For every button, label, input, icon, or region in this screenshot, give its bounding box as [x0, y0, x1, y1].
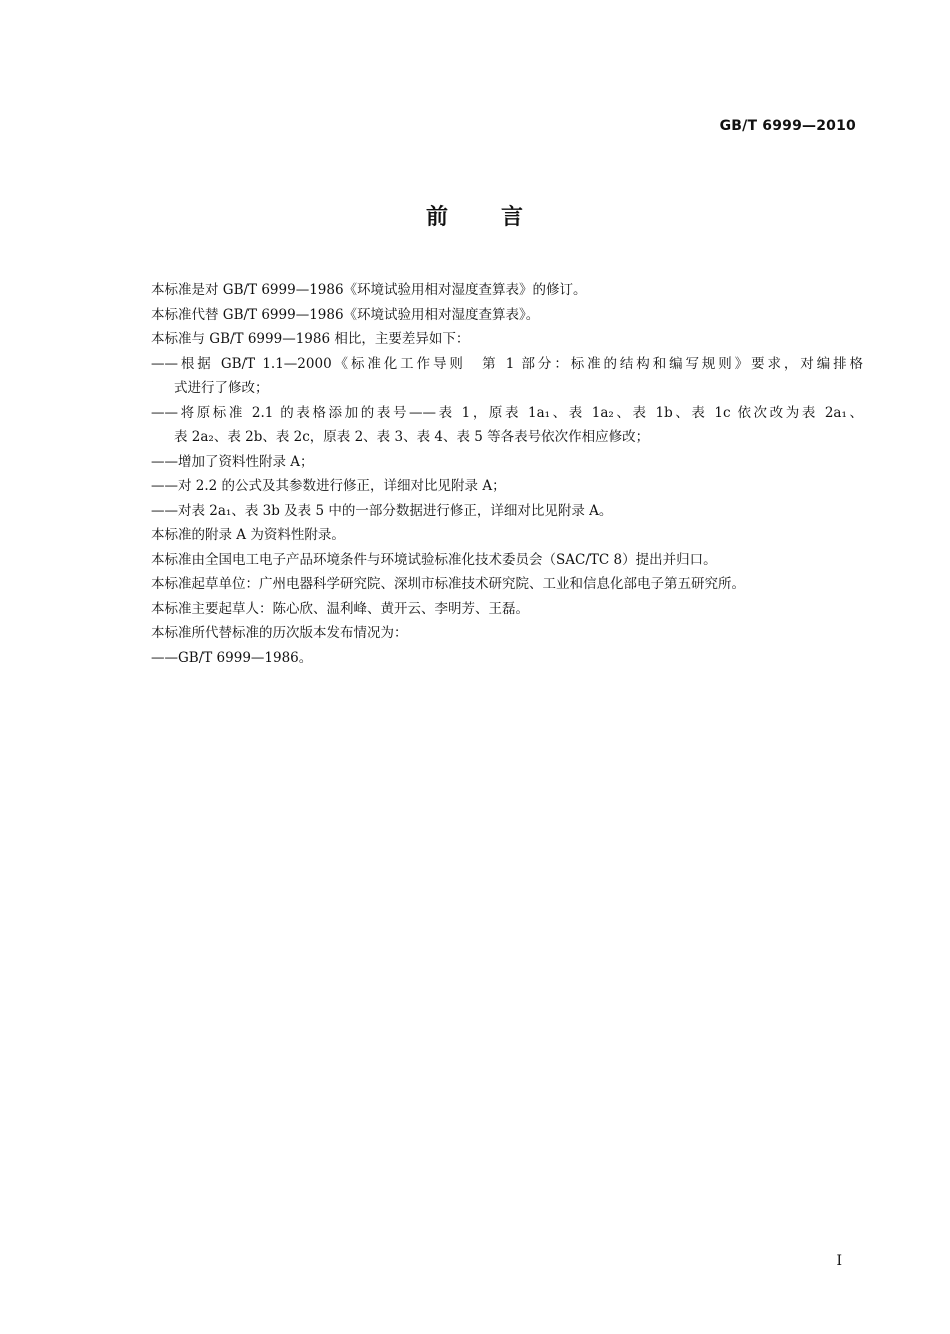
paragraph-drafting-units: 本标准起草单位：广州电器科学研究院、深圳市标准技术研究院、工业和信息化部电子第五研究所。 — [151, 576, 745, 592]
title-char-2: 言 — [501, 205, 525, 230]
list-item-tables-line-1: ——将原标准 2.1 的表格添加的表号——表 1，原表 1a₁、表 1a₂、表 1b、表 1c 依次改为表 2a₁、 — [151, 404, 863, 421]
paragraph-differences: 本标准与 GB/T 6999—1986 相比，主要差异如下： — [151, 331, 470, 347]
list-item-data-correction: ——对表 2a₁、表 3b 及表 5 中的一部分数据进行修正，详细对比见附录 A。 — [151, 502, 613, 519]
list-item-history-version: ——GB/T 6999—1986。 — [151, 649, 313, 666]
list-item-format-line-2: 式进行了修改； — [174, 380, 269, 396]
document-code: GB/T 6999—2010 — [719, 118, 856, 134]
title-char-1: 前 — [425, 205, 449, 230]
list-item-appendix: ——增加了资料性附录 A； — [151, 453, 314, 470]
paragraph-revision: 本标准是对 GB/T 6999—1986《环境试验用相对湿度查算表》的修订。 — [151, 282, 587, 298]
paragraph-drafters: 本标准主要起草人：陈心欣、温利峰、黄开云、李明芳、王磊。 — [151, 600, 529, 617]
paragraph-proposer: 本标准由全国电工电子产品环境条件与环境试验标准化技术委员会（SAC/TC 8）提出并归口。 — [151, 551, 717, 568]
paragraph-appendix-info: 本标准的附录 A 为资料性附录。 — [151, 527, 345, 543]
list-item-tables-line-2: 表 2a₂、表 2b、表 2c，原表 2、表 3、表 4、表 5 等各表号依次作相应修改； — [174, 429, 650, 445]
list-item-format-line-1: ——根据 GB/T 1.1—2000《标准化工作导则 第 1 部分：标准的结构和编写规则》要求，对编排格 — [151, 355, 863, 372]
paragraph-history: 本标准所代替标准的历次版本发布情况为： — [151, 625, 408, 641]
foreword-body — [151, 278, 863, 670]
page-title — [0, 200, 950, 231]
page-number: I — [836, 1253, 842, 1269]
list-item-formula: ——对 2.2 的公式及其参数进行修正，详细对比见附录 A； — [151, 478, 506, 494]
paragraph-replaces: 本标准代替 GB/T 6999—1986《环境试验用相对湿度查算表》。 — [151, 306, 540, 323]
